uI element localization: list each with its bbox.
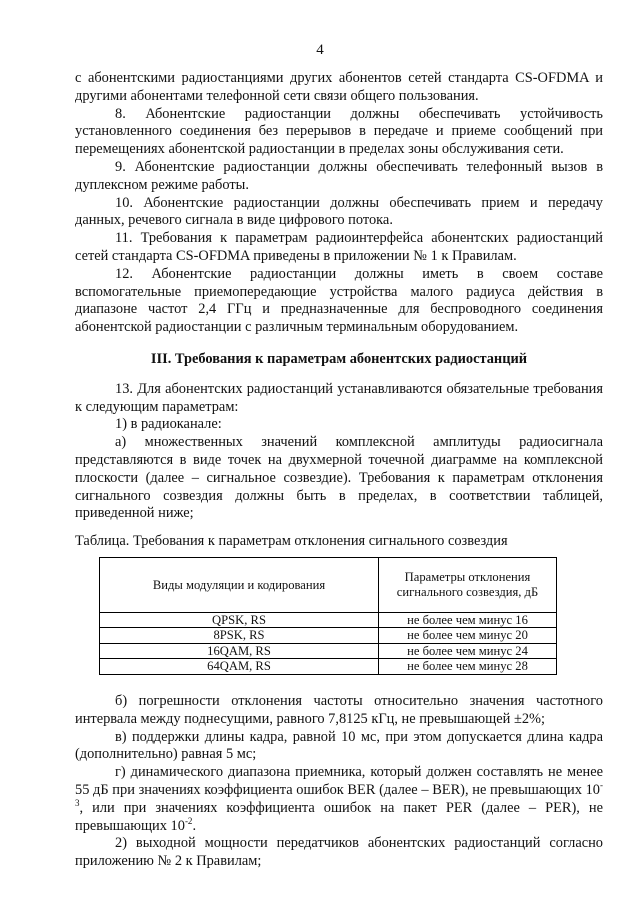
table-cell: не более чем минус 24	[379, 643, 557, 659]
table-cell: 16QAM, RS	[100, 643, 379, 659]
document-body	[75, 70, 603, 871]
subitem-g-text: , или при значениях коэффициента ошибок на пакет PER (далее – PER), не превышающих 10	[75, 799, 603, 834]
paragraph-12: 12. Абонентские радиостанции должны иметь в своем составе вспомогательные приемопередающие устройства малого радиуса действия в диапазоне частот 2,4 ГГц и предназначенные для беспроводного соединения абонентской радиостанции с различным терминальным оборудованием.	[75, 265, 603, 336]
table-header-cell: Параметры отклонения сигнального созвездия, дБ	[379, 557, 557, 612]
paragraph-13: 13. Для абонентских радиостанций устанавливаются обязательные требования к следующим параметрам:	[75, 380, 603, 415]
table-row	[100, 628, 557, 644]
section-heading: III. Требования к параметрам абонентских радиостанций	[150, 350, 528, 367]
table-cell: 64QAM, RS	[100, 659, 379, 675]
constellation-table	[99, 557, 557, 675]
exponent: -3	[75, 780, 603, 808]
paragraph-10: 10. Абонентские радиостанции должны обеспечивать прием и передачу данных, речевого сигнала в виде цифрового потока.	[75, 194, 603, 229]
table-caption: Таблица. Требования к параметрам отклонения сигнального созвездия	[75, 533, 508, 550]
table-cell: не более чем минус 28	[379, 659, 557, 675]
table-header-row	[100, 557, 557, 612]
table-cell: QPSK, RS	[100, 612, 379, 628]
subitem-a: а) множественных значений комплексной амплитуды радиосигнала представляются в виде точек на двухмерной точечной диаграмме на комплексной плоскости (далее – сигнальное созвездие). Требования к параметрам отклонения сигнального созвездия должны быть в пределах, в соответствии таблицей, приведенной ниже;	[75, 434, 603, 522]
paragraph-8: 8. Абонентские радиостанции должны обеспечивать устойчивость установленного соединения без перерывов в передаче и приеме сообщений при перемещениях абонентской радиостанции в пределах зоны обслуживания сети.	[75, 105, 603, 158]
subitem-v: в) поддержки длины кадра, равной 10 мс, при этом допускается длина кадра (дополнительно) равная 5 мс;	[75, 728, 603, 763]
subitem-b: б) погрешности отклонения частоты относительно значения частотного интервала между поднесущими, равного 7,8125 кГц, не превышающей ±2%;	[75, 692, 603, 727]
table-cell: 8PSK, RS	[100, 628, 379, 644]
subitem-1: 1) в радиоканале:	[115, 416, 222, 433]
table-header-cell: Виды модуляции и кодирования	[100, 557, 379, 612]
table-cell: не более чем минус 20	[379, 628, 557, 644]
exponent: -2	[184, 815, 193, 826]
table-row	[100, 643, 557, 659]
subitem-g	[75, 764, 603, 835]
paragraph-11: 11. Требования к параметрам радиоинтерфейса абонентских радиостанций сетей стандарта CS-OFDMA приведены в приложении № 1 к Правилам.	[75, 230, 603, 264]
subitem-g-text: г) динамического диапазона приемника, который должен составлять не менее 55 дБ при значениях коэффициента ошибок BER (далее – BER), не превышающих 10	[75, 764, 603, 798]
page-number: 4	[316, 42, 324, 58]
table-cell: не более чем минус 16	[379, 612, 557, 628]
paragraph-continuation: с абонентскими радиостанциями других абонентов сетей стандарта CS-OFDMA и другими абонентами телефонной сети связи общего пользования.	[75, 70, 603, 104]
table-row	[100, 659, 557, 675]
paragraph-9: 9. Абонентские радиостанции должны обеспечивать телефонный вызов в дуплексном режиме работы.	[75, 158, 603, 193]
subitem-g-text: .	[192, 817, 197, 834]
subitem-2: 2) выходной мощности передатчиков абонентских радиостанций согласно приложению № 2 к Правилам;	[75, 835, 603, 870]
table-row	[100, 612, 557, 628]
